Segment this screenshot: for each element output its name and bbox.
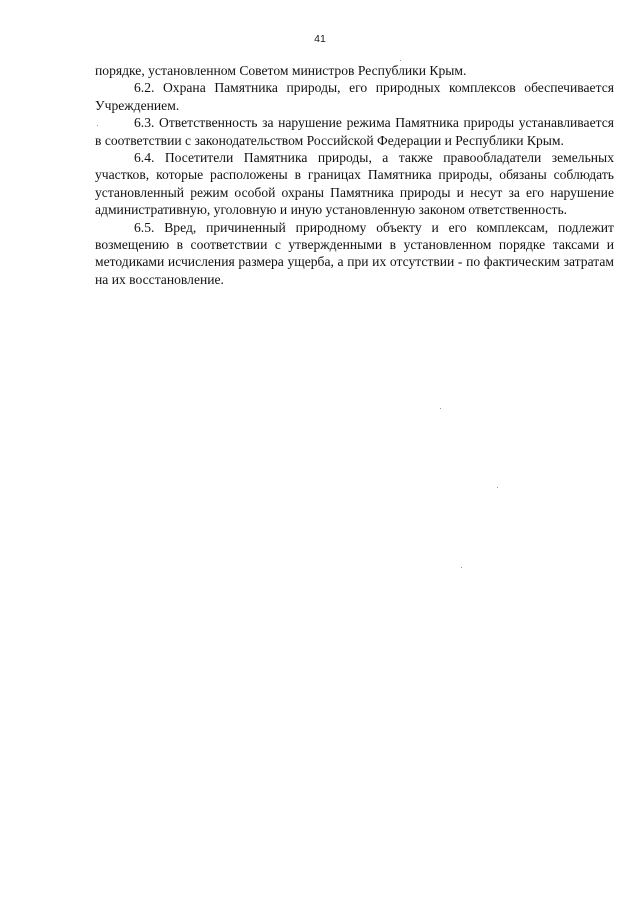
paragraph-6-2: 6.2. Охрана Памятника природы, его природных комплексов обеспечивается Учреждением. [95, 80, 614, 113]
paragraph-continuation: порядке, установленном Советом министров Республики Крым. [95, 63, 467, 78]
paragraph-6-3: 6.3. Ответственность за нарушение режима Памятника природы устанавливается в соответствии с законодательством Российской Федерации и Республики Крым. [95, 115, 614, 148]
paragraph-6-5: 6.5. Вред, причиненный природному объекту и его комплексам, подлежит возмещению в соответствии с утвержденными в установленном порядке таксами и методиками исчисления размера ущерба, а при их отсутствии - по фактическим затратам на их восстановление. [95, 219, 614, 287]
scan-speck [400, 60, 401, 61]
scan-speck [440, 408, 441, 409]
scan-speck [461, 567, 462, 568]
document-body [95, 62, 614, 288]
page-number: 41 [314, 33, 326, 45]
paragraph-6-4: 6.4. Посетители Памятника природы, а также правообладатели земельных участков, которые расположены в границах Памятника природы, обязаны соблюдать установленный режим особой охраны Памятника природы и несут за его нарушение административную, уголовную и иную установленную законом ответственность. [95, 150, 614, 218]
scan-speck [497, 487, 498, 488]
scan-speck [97, 125, 98, 126]
